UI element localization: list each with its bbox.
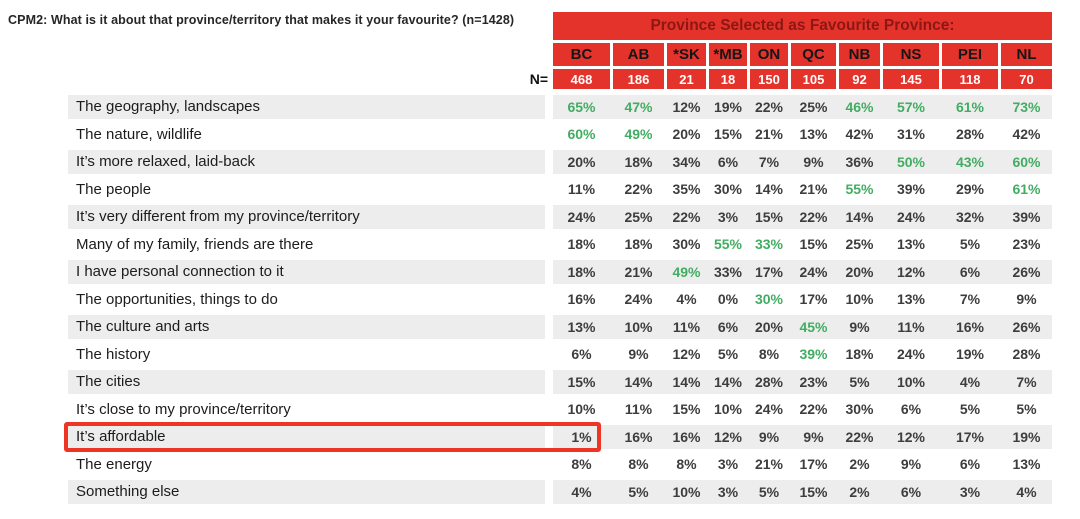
value-cell: 8% [758, 346, 780, 363]
row-data [553, 315, 1052, 339]
value-cell: 24% [896, 208, 926, 225]
value-cell: 49% [624, 126, 653, 143]
value-cell: 29% [955, 181, 985, 198]
value-cell: 15% [567, 373, 596, 390]
value-cell: 0% [717, 291, 739, 308]
value-cell: 18% [624, 153, 653, 170]
value-cell: 6% [717, 153, 739, 170]
value-cell: 11% [897, 318, 925, 335]
value-cell: 5% [717, 346, 739, 363]
value-cell: 35% [672, 181, 701, 198]
value-cell: 57% [896, 98, 926, 115]
value-cell: 33% [713, 263, 743, 280]
value-cell: 9% [849, 318, 870, 335]
row-data [553, 288, 1052, 312]
value-cell: 12% [896, 263, 926, 280]
value-cell: 9% [628, 346, 649, 363]
value-cell: 39% [1012, 208, 1041, 225]
row-data [553, 233, 1052, 257]
table-row [0, 341, 1080, 369]
value-cell: 60% [1012, 153, 1041, 170]
value-cell: 30% [713, 181, 743, 198]
value-cell: 14% [713, 373, 743, 390]
row-data [553, 398, 1052, 422]
value-cell: 4% [571, 483, 592, 500]
table-row [0, 286, 1080, 314]
table-banner: Province Selected as Favourite Province: [553, 12, 1052, 40]
row-data [553, 95, 1052, 119]
table-row [0, 176, 1080, 204]
table-row [0, 121, 1080, 149]
value-cell: 3% [717, 483, 739, 500]
value-cell: 7% [1016, 373, 1037, 390]
value-cell: 6% [900, 401, 922, 418]
value-cell: 39% [799, 346, 828, 363]
value-cell: 18% [624, 236, 653, 253]
value-cell: 12% [713, 428, 743, 445]
value-cell: 12% [672, 346, 701, 363]
value-cell: 21% [754, 126, 784, 143]
n-value-cell: 92 [839, 69, 880, 89]
row-data [553, 178, 1052, 202]
value-cell: 28% [955, 126, 985, 143]
column-header-AB: AB [613, 43, 664, 66]
n-value-cell: 118 [942, 69, 998, 89]
value-cell: 25% [799, 98, 828, 115]
value-cell: 23% [799, 373, 828, 390]
value-cell: 21% [754, 456, 784, 473]
value-cell: 28% [1012, 346, 1041, 363]
value-cell: 10% [672, 483, 701, 500]
value-cell: 17% [799, 291, 828, 308]
value-cell: 25% [845, 236, 874, 253]
value-cell: 28% [754, 373, 784, 390]
value-cell: 15% [672, 401, 701, 418]
n-value-cell: 105 [791, 69, 836, 89]
value-cell: 6% [571, 346, 592, 363]
value-cell: 22% [624, 181, 653, 198]
n-value-cell: 468 [553, 69, 610, 89]
value-cell: 11% [624, 401, 653, 418]
value-cell: 36% [845, 153, 874, 170]
value-cell: 6% [959, 456, 981, 473]
row-data [553, 123, 1052, 147]
value-cell: 7% [758, 153, 780, 170]
value-cell: 15% [754, 208, 784, 225]
value-cell: 12% [672, 98, 701, 115]
value-cell: 3% [959, 483, 981, 500]
column-header-ON: ON [750, 43, 788, 66]
value-cell: 20% [754, 318, 784, 335]
value-cell: 1% [571, 428, 592, 445]
value-cell: 19% [1012, 428, 1041, 445]
column-header-PEI: PEI [942, 43, 998, 66]
value-cell: 13% [567, 318, 596, 335]
value-cell: 5% [628, 483, 649, 500]
value-cell: 21% [624, 263, 653, 280]
row-label: The geography, landscapes [68, 95, 545, 119]
value-cell: 55% [713, 236, 743, 253]
n-value-cell: 145 [883, 69, 939, 89]
value-cell: 22% [845, 428, 874, 445]
value-cell: 13% [896, 236, 926, 253]
value-cell: 16% [567, 291, 596, 308]
value-cell: 39% [896, 181, 926, 198]
value-cell: 21% [799, 181, 828, 198]
value-cell: 10% [896, 373, 926, 390]
value-cell: 4% [676, 291, 697, 308]
value-cell: 30% [754, 291, 784, 308]
value-cell: 2% [849, 456, 870, 473]
value-cell: 9% [803, 153, 824, 170]
value-cell: 17% [754, 263, 784, 280]
column-header-row [553, 43, 1052, 66]
row-data [553, 425, 1052, 449]
value-cell: 55% [845, 181, 874, 198]
question-text: CPM2: What is it about that province/territory that makes it your favourite? (n=1428) [8, 13, 515, 27]
row-label: Something else [68, 480, 545, 504]
row-data [553, 453, 1052, 477]
value-cell: 13% [896, 291, 926, 308]
value-cell: 10% [845, 291, 874, 308]
value-cell: 20% [567, 153, 596, 170]
value-cell: 12% [896, 428, 926, 445]
value-cell: 26% [1012, 318, 1041, 335]
table-row [0, 258, 1080, 286]
value-cell: 9% [900, 456, 922, 473]
value-cell: 49% [672, 263, 701, 280]
row-data [553, 343, 1052, 367]
value-cell: 13% [799, 126, 828, 143]
value-cell: 9% [803, 428, 824, 445]
value-cell: 10% [567, 401, 596, 418]
value-cell: 43% [955, 153, 985, 170]
value-cell: 6% [900, 483, 922, 500]
row-data [553, 260, 1052, 284]
value-cell: 19% [955, 346, 985, 363]
row-label: It’s close to my province/territory [76, 400, 291, 418]
column-header-NS: NS [883, 43, 939, 66]
value-cell: 5% [849, 373, 870, 390]
table-row [0, 203, 1080, 231]
n-value-cell: 18 [709, 69, 747, 89]
row-label: It’s affordable [68, 425, 545, 449]
table-row [0, 313, 1080, 341]
table-row [0, 231, 1080, 259]
row-label: It’s more relaxed, laid-back [68, 150, 545, 174]
value-cell: 25% [624, 208, 653, 225]
value-cell: 11% [567, 181, 596, 198]
value-cell: 15% [713, 126, 743, 143]
value-cell: 8% [571, 456, 592, 473]
value-cell: 9% [758, 428, 780, 445]
value-cell: 5% [1016, 401, 1037, 418]
row-label: Many of my family, friends are there [76, 235, 314, 253]
n-equals-label: N= [529, 71, 548, 87]
value-cell: 9% [1016, 291, 1037, 308]
value-cell: 10% [624, 318, 653, 335]
value-cell: 24% [799, 263, 828, 280]
value-cell: 22% [754, 98, 784, 115]
value-cell: 3% [717, 456, 739, 473]
value-cell: 30% [845, 401, 874, 418]
row-label: The energy [76, 455, 152, 473]
value-cell: 32% [955, 208, 985, 225]
column-header-SK: *SK [667, 43, 706, 66]
value-cell: 11% [672, 318, 701, 335]
row-label: The people [76, 180, 152, 198]
value-cell: 6% [717, 318, 739, 335]
column-header-NB: NB [839, 43, 880, 66]
value-cell: 45% [799, 318, 828, 335]
value-cell: 8% [628, 456, 649, 473]
value-cell: 2% [849, 483, 870, 500]
value-cell: 24% [896, 346, 926, 363]
value-cell: 22% [672, 208, 701, 225]
value-cell: 20% [845, 263, 874, 280]
value-cell: 14% [672, 373, 701, 390]
value-cell: 17% [955, 428, 985, 445]
value-cell: 6% [959, 263, 981, 280]
value-cell: 5% [959, 236, 981, 253]
value-cell: 5% [959, 401, 981, 418]
value-cell: 42% [845, 126, 874, 143]
value-cell: 16% [955, 318, 985, 335]
value-cell: 18% [845, 346, 874, 363]
value-cell: 18% [567, 263, 596, 280]
value-cell: 4% [959, 373, 981, 390]
value-cell: 13% [1012, 456, 1041, 473]
value-cell: 16% [672, 428, 701, 445]
row-label: The opportunities, things to do [76, 290, 278, 308]
value-cell: 14% [624, 373, 653, 390]
value-cell: 14% [754, 181, 784, 198]
value-cell: 46% [845, 98, 874, 115]
column-header-MB: *MB [709, 43, 747, 66]
row-label: The cities [68, 370, 545, 394]
column-header-QC: QC [791, 43, 836, 66]
n-value-cell: 21 [667, 69, 706, 89]
value-cell: 60% [567, 126, 596, 143]
value-cell: 7% [959, 291, 981, 308]
value-cell: 26% [1012, 263, 1041, 280]
value-cell: 61% [955, 98, 985, 115]
value-cell: 24% [567, 208, 596, 225]
value-cell: 17% [799, 456, 828, 473]
value-cell: 23% [1012, 236, 1041, 253]
value-cell: 5% [758, 483, 780, 500]
value-cell: 14% [845, 208, 874, 225]
table-row [0, 148, 1080, 176]
value-cell: 30% [672, 236, 701, 253]
results-table-body [0, 93, 1080, 506]
value-cell: 15% [799, 483, 828, 500]
row-data [553, 205, 1052, 229]
value-cell: 31% [896, 126, 926, 143]
n-value-cell: 150 [750, 69, 788, 89]
table-row [0, 451, 1080, 479]
value-cell: 22% [799, 208, 828, 225]
table-row [0, 368, 1080, 396]
row-label: The culture and arts [68, 315, 545, 339]
n-value-cell: 70 [1001, 69, 1052, 89]
table-row [0, 93, 1080, 121]
row-data [553, 480, 1052, 504]
value-cell: 18% [567, 236, 596, 253]
table-row [0, 478, 1080, 506]
value-cell: 8% [676, 456, 697, 473]
value-cell: 65% [567, 98, 596, 115]
value-cell: 24% [754, 401, 784, 418]
row-label: I have personal connection to it [68, 260, 545, 284]
value-cell: 33% [754, 236, 784, 253]
value-cell: 22% [799, 401, 828, 418]
value-cell: 47% [624, 98, 653, 115]
value-cell: 20% [672, 126, 701, 143]
table-row [0, 396, 1080, 424]
value-cell: 10% [713, 401, 743, 418]
column-header-NL: NL [1001, 43, 1052, 66]
row-label: It’s very different from my province/territory [68, 205, 545, 229]
value-cell: 73% [1012, 98, 1041, 115]
table-row [0, 423, 1080, 451]
value-cell: 16% [624, 428, 653, 445]
row-data [553, 370, 1052, 394]
row-label: The history [76, 345, 151, 363]
value-cell: 19% [713, 98, 743, 115]
column-header-BC: BC [553, 43, 610, 66]
value-cell: 3% [717, 208, 739, 225]
value-cell: 61% [1012, 181, 1041, 198]
row-data [553, 150, 1052, 174]
value-cell: 15% [799, 236, 828, 253]
value-cell: 34% [672, 153, 701, 170]
n-value-cell: 186 [613, 69, 664, 89]
row-label: The nature, wildlife [76, 125, 202, 143]
value-cell: 4% [1016, 483, 1037, 500]
n-row [553, 69, 1052, 89]
value-cell: 50% [896, 153, 926, 170]
value-cell: 24% [624, 291, 653, 308]
value-cell: 42% [1012, 126, 1041, 143]
